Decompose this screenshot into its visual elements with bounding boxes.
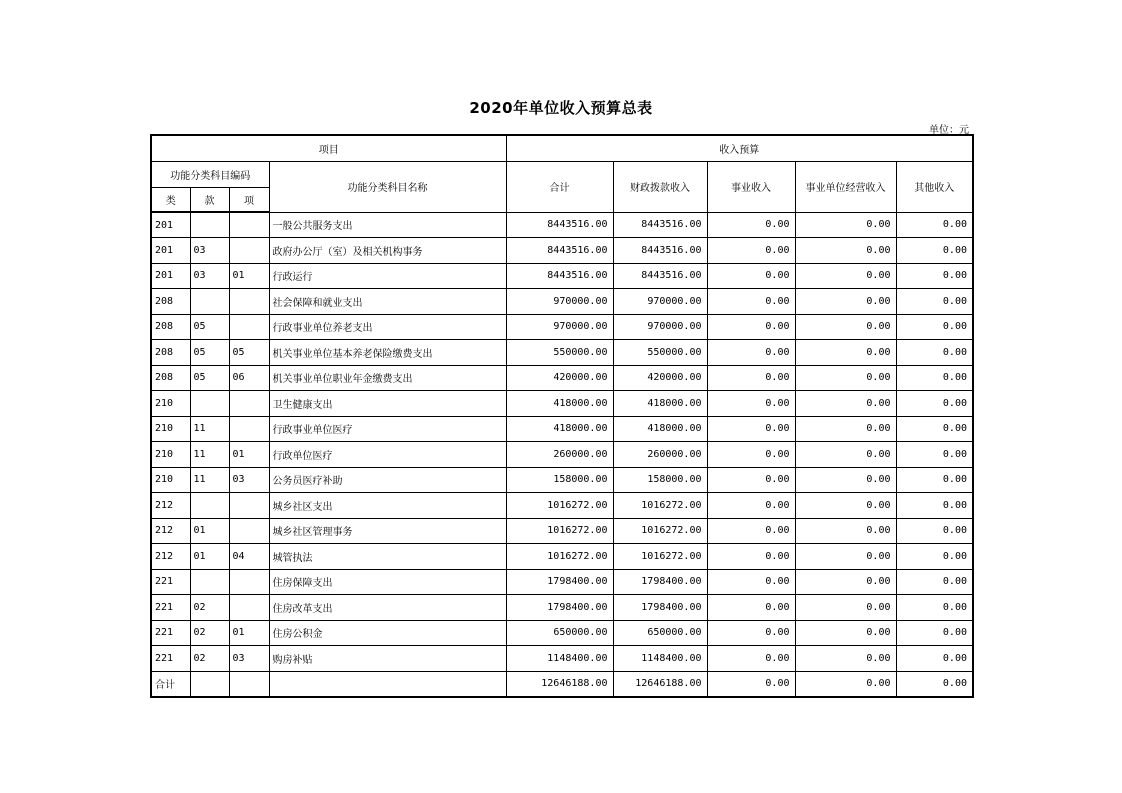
cell-kuan xyxy=(190,391,229,417)
cell-other: 0.00 xyxy=(896,212,973,238)
header-operating: 事业单位经营收入 xyxy=(795,161,896,212)
cell-operating: 0.00 xyxy=(795,544,896,570)
cell-xiang xyxy=(229,518,269,544)
cell-lei: 221 xyxy=(151,569,190,595)
cell-other: 0.00 xyxy=(896,544,973,570)
cell-name: 机关事业单位基本养老保险缴费支出 xyxy=(269,340,506,366)
cell-other: 0.00 xyxy=(896,646,973,672)
cell-fiscal: 970000.00 xyxy=(613,289,707,315)
cell-other: 0.00 xyxy=(896,289,973,315)
cell-operating: 0.00 xyxy=(795,467,896,493)
cell-xiang xyxy=(229,391,269,417)
cell-total: 420000.00 xyxy=(506,365,613,391)
cell-xiang: 03 xyxy=(229,646,269,672)
cell-total: 418000.00 xyxy=(506,391,613,417)
total-business: 0.00 xyxy=(707,671,795,697)
cell-kuan xyxy=(190,212,229,238)
cell-business: 0.00 xyxy=(707,416,795,442)
cell-operating: 0.00 xyxy=(795,493,896,519)
table-row xyxy=(151,518,973,544)
cell-kuan: 01 xyxy=(190,518,229,544)
cell-xiang: 03 xyxy=(229,467,269,493)
cell-xiang xyxy=(229,314,269,340)
cell-xiang: 01 xyxy=(229,263,269,289)
cell-operating: 0.00 xyxy=(795,569,896,595)
cell-xiang xyxy=(229,569,269,595)
header-xiang: 项 xyxy=(229,187,269,212)
cell-lei: 208 xyxy=(151,340,190,366)
cell-name: 城乡社区支出 xyxy=(269,493,506,519)
cell-operating: 0.00 xyxy=(795,595,896,621)
cell-kuan: 03 xyxy=(190,238,229,264)
header-func-name: 功能分类科目名称 xyxy=(269,161,506,212)
cell-total: 418000.00 xyxy=(506,416,613,442)
cell-lei: 201 xyxy=(151,212,190,238)
cell-kuan: 11 xyxy=(190,442,229,468)
cell-lei: 210 xyxy=(151,416,190,442)
table-row xyxy=(151,595,973,621)
table-row xyxy=(151,416,973,442)
cell-fiscal: 420000.00 xyxy=(613,365,707,391)
cell-total: 550000.00 xyxy=(506,340,613,366)
cell-operating: 0.00 xyxy=(795,289,896,315)
cell-name: 行政运行 xyxy=(269,263,506,289)
cell-business: 0.00 xyxy=(707,467,795,493)
cell-total: 1148400.00 xyxy=(506,646,613,672)
cell-xiang xyxy=(229,595,269,621)
cell-lei: 208 xyxy=(151,289,190,315)
cell-fiscal: 418000.00 xyxy=(613,416,707,442)
page-title: 2020年单位收入预算总表 xyxy=(469,99,653,117)
cell-lei: 201 xyxy=(151,238,190,264)
cell-fiscal: 1016272.00 xyxy=(613,518,707,544)
cell-other: 0.00 xyxy=(896,391,973,417)
cell-xiang: 06 xyxy=(229,365,269,391)
table-row xyxy=(151,442,973,468)
cell-other: 0.00 xyxy=(896,442,973,468)
cell-xiang: 05 xyxy=(229,340,269,366)
cell-name: 住房改革支出 xyxy=(269,595,506,621)
cell-operating: 0.00 xyxy=(795,340,896,366)
cell-business: 0.00 xyxy=(707,289,795,315)
cell-kuan: 05 xyxy=(190,314,229,340)
cell-name: 住房保障支出 xyxy=(269,569,506,595)
cell-total: 1016272.00 xyxy=(506,544,613,570)
cell-lei: 221 xyxy=(151,646,190,672)
cell-lei: 212 xyxy=(151,518,190,544)
cell-business: 0.00 xyxy=(707,238,795,264)
table-row xyxy=(151,365,973,391)
cell-total: 8443516.00 xyxy=(506,238,613,264)
cell-fiscal: 8443516.00 xyxy=(613,263,707,289)
cell-total: 8443516.00 xyxy=(506,263,613,289)
unit-label: 单位：元 xyxy=(929,125,969,136)
cell-fiscal: 650000.00 xyxy=(613,620,707,646)
header-kuan: 款 xyxy=(190,187,229,212)
table-row xyxy=(151,289,973,315)
cell-name: 城乡社区管理事务 xyxy=(269,518,506,544)
budget-table xyxy=(150,134,974,698)
cell-other: 0.00 xyxy=(896,314,973,340)
cell-other: 0.00 xyxy=(896,238,973,264)
cell-kuan xyxy=(190,569,229,595)
cell-fiscal: 8443516.00 xyxy=(613,212,707,238)
cell-operating: 0.00 xyxy=(795,416,896,442)
cell-name: 政府办公厅（室）及相关机构事务 xyxy=(269,238,506,264)
cell-business: 0.00 xyxy=(707,518,795,544)
cell-xiang xyxy=(229,493,269,519)
cell-xiang xyxy=(229,238,269,264)
cell-other: 0.00 xyxy=(896,365,973,391)
cell-name: 卫生健康支出 xyxy=(269,391,506,417)
cell-total: 1798400.00 xyxy=(506,595,613,621)
header-other: 其他收入 xyxy=(896,161,973,212)
cell-lei: 208 xyxy=(151,365,190,391)
cell-name: 行政事业单位医疗 xyxy=(269,416,506,442)
cell-other: 0.00 xyxy=(896,595,973,621)
empty-cell xyxy=(269,671,506,697)
cell-lei: 208 xyxy=(151,314,190,340)
cell-name: 行政事业单位养老支出 xyxy=(269,314,506,340)
empty-cell xyxy=(190,671,229,697)
cell-total: 1798400.00 xyxy=(506,569,613,595)
total-fiscal: 12646188.00 xyxy=(613,671,707,697)
table-row xyxy=(151,646,973,672)
cell-lei: 210 xyxy=(151,442,190,468)
header-row-1 xyxy=(151,135,973,161)
cell-name: 机关事业单位职业年金缴费支出 xyxy=(269,365,506,391)
table-row xyxy=(151,620,973,646)
cell-operating: 0.00 xyxy=(795,442,896,468)
cell-fiscal: 970000.00 xyxy=(613,314,707,340)
cell-name: 一般公共服务支出 xyxy=(269,212,506,238)
cell-fiscal: 260000.00 xyxy=(613,442,707,468)
table-row xyxy=(151,314,973,340)
cell-business: 0.00 xyxy=(707,595,795,621)
cell-other: 0.00 xyxy=(896,493,973,519)
cell-kuan: 05 xyxy=(190,365,229,391)
cell-total: 260000.00 xyxy=(506,442,613,468)
cell-lei: 212 xyxy=(151,544,190,570)
cell-fiscal: 418000.00 xyxy=(613,391,707,417)
cell-other: 0.00 xyxy=(896,340,973,366)
cell-xiang: 01 xyxy=(229,620,269,646)
cell-total: 1016272.00 xyxy=(506,493,613,519)
cell-name: 住房公积金 xyxy=(269,620,506,646)
cell-other: 0.00 xyxy=(896,263,973,289)
empty-cell xyxy=(229,671,269,697)
cell-fiscal: 1016272.00 xyxy=(613,544,707,570)
cell-kuan: 11 xyxy=(190,416,229,442)
cell-other: 0.00 xyxy=(896,620,973,646)
header-lei: 类 xyxy=(151,187,190,212)
cell-business: 0.00 xyxy=(707,365,795,391)
cell-operating: 0.00 xyxy=(795,391,896,417)
table-row xyxy=(151,544,973,570)
header-business: 事业收入 xyxy=(707,161,795,212)
table-row xyxy=(151,493,973,519)
cell-business: 0.00 xyxy=(707,442,795,468)
total-sum: 12646188.00 xyxy=(506,671,613,697)
cell-name: 社会保障和就业支出 xyxy=(269,289,506,315)
table-row xyxy=(151,263,973,289)
cell-total: 8443516.00 xyxy=(506,212,613,238)
cell-operating: 0.00 xyxy=(795,620,896,646)
cell-total: 650000.00 xyxy=(506,620,613,646)
cell-xiang xyxy=(229,289,269,315)
cell-business: 0.00 xyxy=(707,391,795,417)
cell-operating: 0.00 xyxy=(795,314,896,340)
cell-kuan: 11 xyxy=(190,467,229,493)
cell-lei: 221 xyxy=(151,620,190,646)
total-operating: 0.00 xyxy=(795,671,896,697)
cell-total: 970000.00 xyxy=(506,289,613,315)
total-row xyxy=(151,671,973,697)
cell-other: 0.00 xyxy=(896,416,973,442)
header-total: 合计 xyxy=(506,161,613,212)
cell-kuan: 05 xyxy=(190,340,229,366)
cell-fiscal: 1016272.00 xyxy=(613,493,707,519)
table-row xyxy=(151,467,973,493)
cell-business: 0.00 xyxy=(707,544,795,570)
cell-xiang: 01 xyxy=(229,442,269,468)
total-other: 0.00 xyxy=(896,671,973,697)
cell-fiscal: 1798400.00 xyxy=(613,569,707,595)
table-row xyxy=(151,569,973,595)
cell-name: 购房补贴 xyxy=(269,646,506,672)
cell-fiscal: 1798400.00 xyxy=(613,595,707,621)
cell-kuan: 03 xyxy=(190,263,229,289)
cell-kuan: 02 xyxy=(190,620,229,646)
cell-name: 公务员医疗补助 xyxy=(269,467,506,493)
cell-business: 0.00 xyxy=(707,212,795,238)
cell-business: 0.00 xyxy=(707,620,795,646)
cell-kuan xyxy=(190,493,229,519)
cell-operating: 0.00 xyxy=(795,212,896,238)
cell-operating: 0.00 xyxy=(795,365,896,391)
header-fiscal: 财政拨款收入 xyxy=(613,161,707,212)
cell-operating: 0.00 xyxy=(795,238,896,264)
cell-business: 0.00 xyxy=(707,314,795,340)
cell-lei: 201 xyxy=(151,263,190,289)
cell-other: 0.00 xyxy=(896,569,973,595)
cell-xiang xyxy=(229,212,269,238)
cell-operating: 0.00 xyxy=(795,518,896,544)
cell-other: 0.00 xyxy=(896,518,973,544)
cell-business: 0.00 xyxy=(707,569,795,595)
header-func-code: 功能分类科目编码 xyxy=(151,161,269,187)
cell-xiang: 04 xyxy=(229,544,269,570)
cell-kuan: 02 xyxy=(190,595,229,621)
table-row xyxy=(151,391,973,417)
cell-lei: 221 xyxy=(151,595,190,621)
cell-kuan: 01 xyxy=(190,544,229,570)
cell-total: 158000.00 xyxy=(506,467,613,493)
cell-lei: 210 xyxy=(151,467,190,493)
cell-fiscal: 158000.00 xyxy=(613,467,707,493)
cell-operating: 0.00 xyxy=(795,646,896,672)
cell-name: 行政单位医疗 xyxy=(269,442,506,468)
cell-business: 0.00 xyxy=(707,646,795,672)
cell-business: 0.00 xyxy=(707,340,795,366)
cell-fiscal: 1148400.00 xyxy=(613,646,707,672)
cell-lei: 212 xyxy=(151,493,190,519)
header-row-2 xyxy=(151,161,973,187)
cell-total: 1016272.00 xyxy=(506,518,613,544)
header-income-budget: 收入预算 xyxy=(506,135,973,161)
cell-xiang xyxy=(229,416,269,442)
cell-kuan: 02 xyxy=(190,646,229,672)
cell-fiscal: 8443516.00 xyxy=(613,238,707,264)
table-row xyxy=(151,340,973,366)
cell-other: 0.00 xyxy=(896,467,973,493)
cell-name: 城管执法 xyxy=(269,544,506,570)
cell-total: 970000.00 xyxy=(506,314,613,340)
cell-business: 0.00 xyxy=(707,263,795,289)
header-project: 项目 xyxy=(151,135,506,161)
total-label: 合计 xyxy=(151,671,190,697)
cell-operating: 0.00 xyxy=(795,263,896,289)
table-row xyxy=(151,238,973,264)
cell-lei: 210 xyxy=(151,391,190,417)
table-row xyxy=(151,212,973,238)
cell-kuan xyxy=(190,289,229,315)
cell-fiscal: 550000.00 xyxy=(613,340,707,366)
cell-business: 0.00 xyxy=(707,493,795,519)
